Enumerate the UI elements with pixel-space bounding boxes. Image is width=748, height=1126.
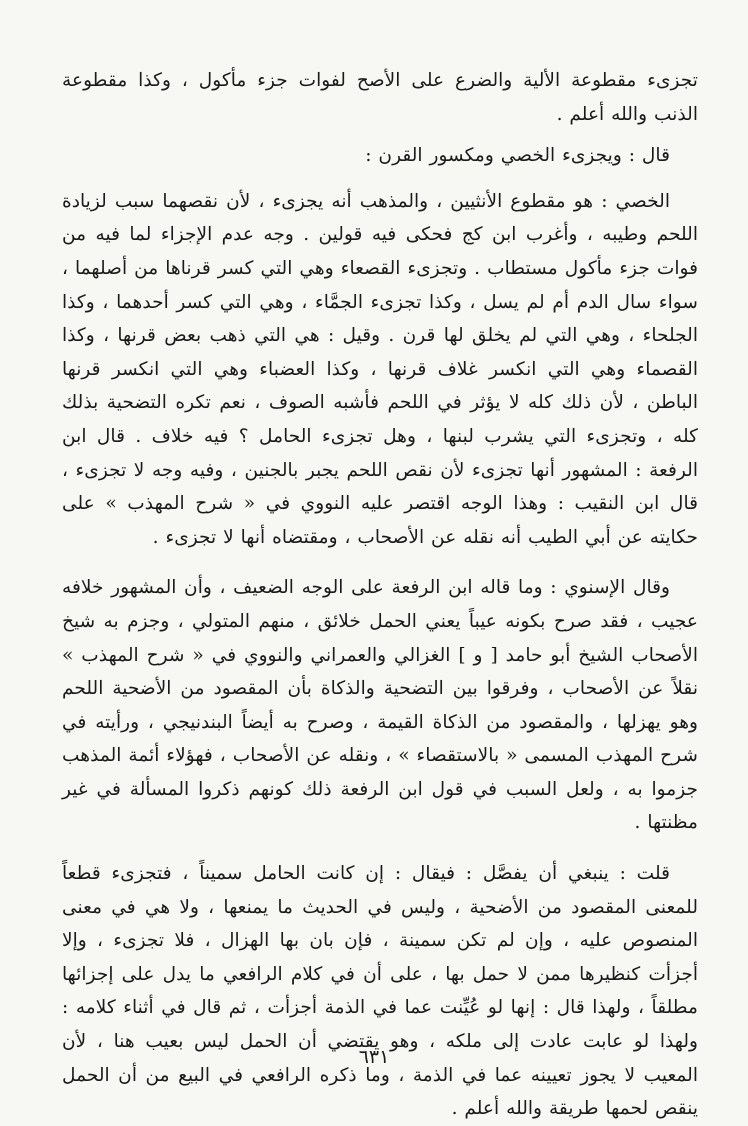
page-number: ٦٣١ [358,1046,390,1068]
paragraph-khasi: الخصي : هو مقطوع الأنثيين ، والمذهب أنه يجزىء ، لأن نقصهما سبب لزيادة اللحم وطيبه ، وأغرب ابن كج فحكى فيه قولين . وجه عدم الإجزاء لما فيه من فوات جزء مأكول مستطاب . وتجزىء القصعاء وهي التي كسر قرناها من أصلهما ، سواء سال الدم أم لم يسل ، وكذا تجزىء الجمَّاء ، وهي التي كسر أحدهما ، وكذا الجلحاء ، وهي التي لم يخلق لها قرن . وقيل : هي التي ذهب بعض قرنها ، وكذا القصماء وهي التي انكسر غلاف قرنها ، وكذا العضباء وهي التي انكسر قرنها الباطن ، لأن ذلك كله لا يؤثر في اللحم فأشبه الصوف ، نعم تكره التضحية بذلك كله ، وتجزىء التي يشرب لبنها ، وهل تجزىء الحامل ؟ فيه خلاف . قال ابن الرفعة : المشهور أنها تجزىء لأن نقص اللحم يجبر بالجنين ، وفيه وجه لا تجزىء ، قال ابن النقيب : وهذا الوجه اقتصر عليه النووي في « شرح المهذب » على حكايته عن أبي الطيب أنه نقله عن الأصحاب ، ومقتضاه أنها لا تجزىء . [62,190,698,548]
paragraph-isnawi: وقال الإسنوي : وما قاله ابن الرفعة على الوجه الضعيف ، وأن المشهور خلافه عجيب ، فقد صرح بكونه عيباً يعني الحمل خلائق ، منهم المتولي ، وجزم به شيخ الأصحاب الشيخ أبو حامد [ و ] الغزالي والعمراني والنووي في « شرح المهذب » نقلاً عن الأصحاب ، وفرقوا بين التضحية والذكاة بأن المقصود من الأضحية اللحم وهو يهزلها ، والمقصود من الذكاة القيمة ، وصرح به أيضاً البندنيجي ، ورأيته في شرح المهذب المسمى « بالاستقصاء » ، ونقله عن الأصحاب ، فهؤلاء أئمة المذهب جزموا به ، ولعل السبب في قول ابن الرفعة ذلك كونهم ذكروا المسألة في غير مظنتها . [62,577,698,834]
paragraph-qultu: قلت : ينبغي أن يفصَّل : فيقال : إن كانت الحامل سميناً ، فتجزىء قطعاً للمعنى المقصود من الأضحية ، وليس في الحديث ما يمنعها ، ولا هي في معنى المنصوص عليه ، وإن لم تكن سمينة ، فإن بان بها الهزال ، فلا تجزىء ، وإلا أجزأت كنظيرها ممن لا حمل بها ، على أن في كلام الرافعي ما يدل على إجزائها مطلقاً ، ولهذا قال : إنها لو عُيِّنت عما في الذمة أجزأت ، ثم قال في أثناء كلامه : ولهذا لو عابت عادت إلى ملكه ، وهو يقتضي أن الحمل ليس بعيب هنا ، لأن المعيب لا يجوز تعيينه عما في الذمة ، وما ذكره الرافعي في البيع من أن الحمل ينقص لحمها طريقة والله أعلم . [62,863,698,1120]
paragraph-continuation: تجزىء مقطوعة الألية والضرع على الأصح لفوات جزء مأكول ، وكذا مقطوعة الذنب والله أعلم . [62,70,698,125]
paragraph-matn: قال : ويجزىء الخصي ومكسور القرن : [365,145,670,167]
